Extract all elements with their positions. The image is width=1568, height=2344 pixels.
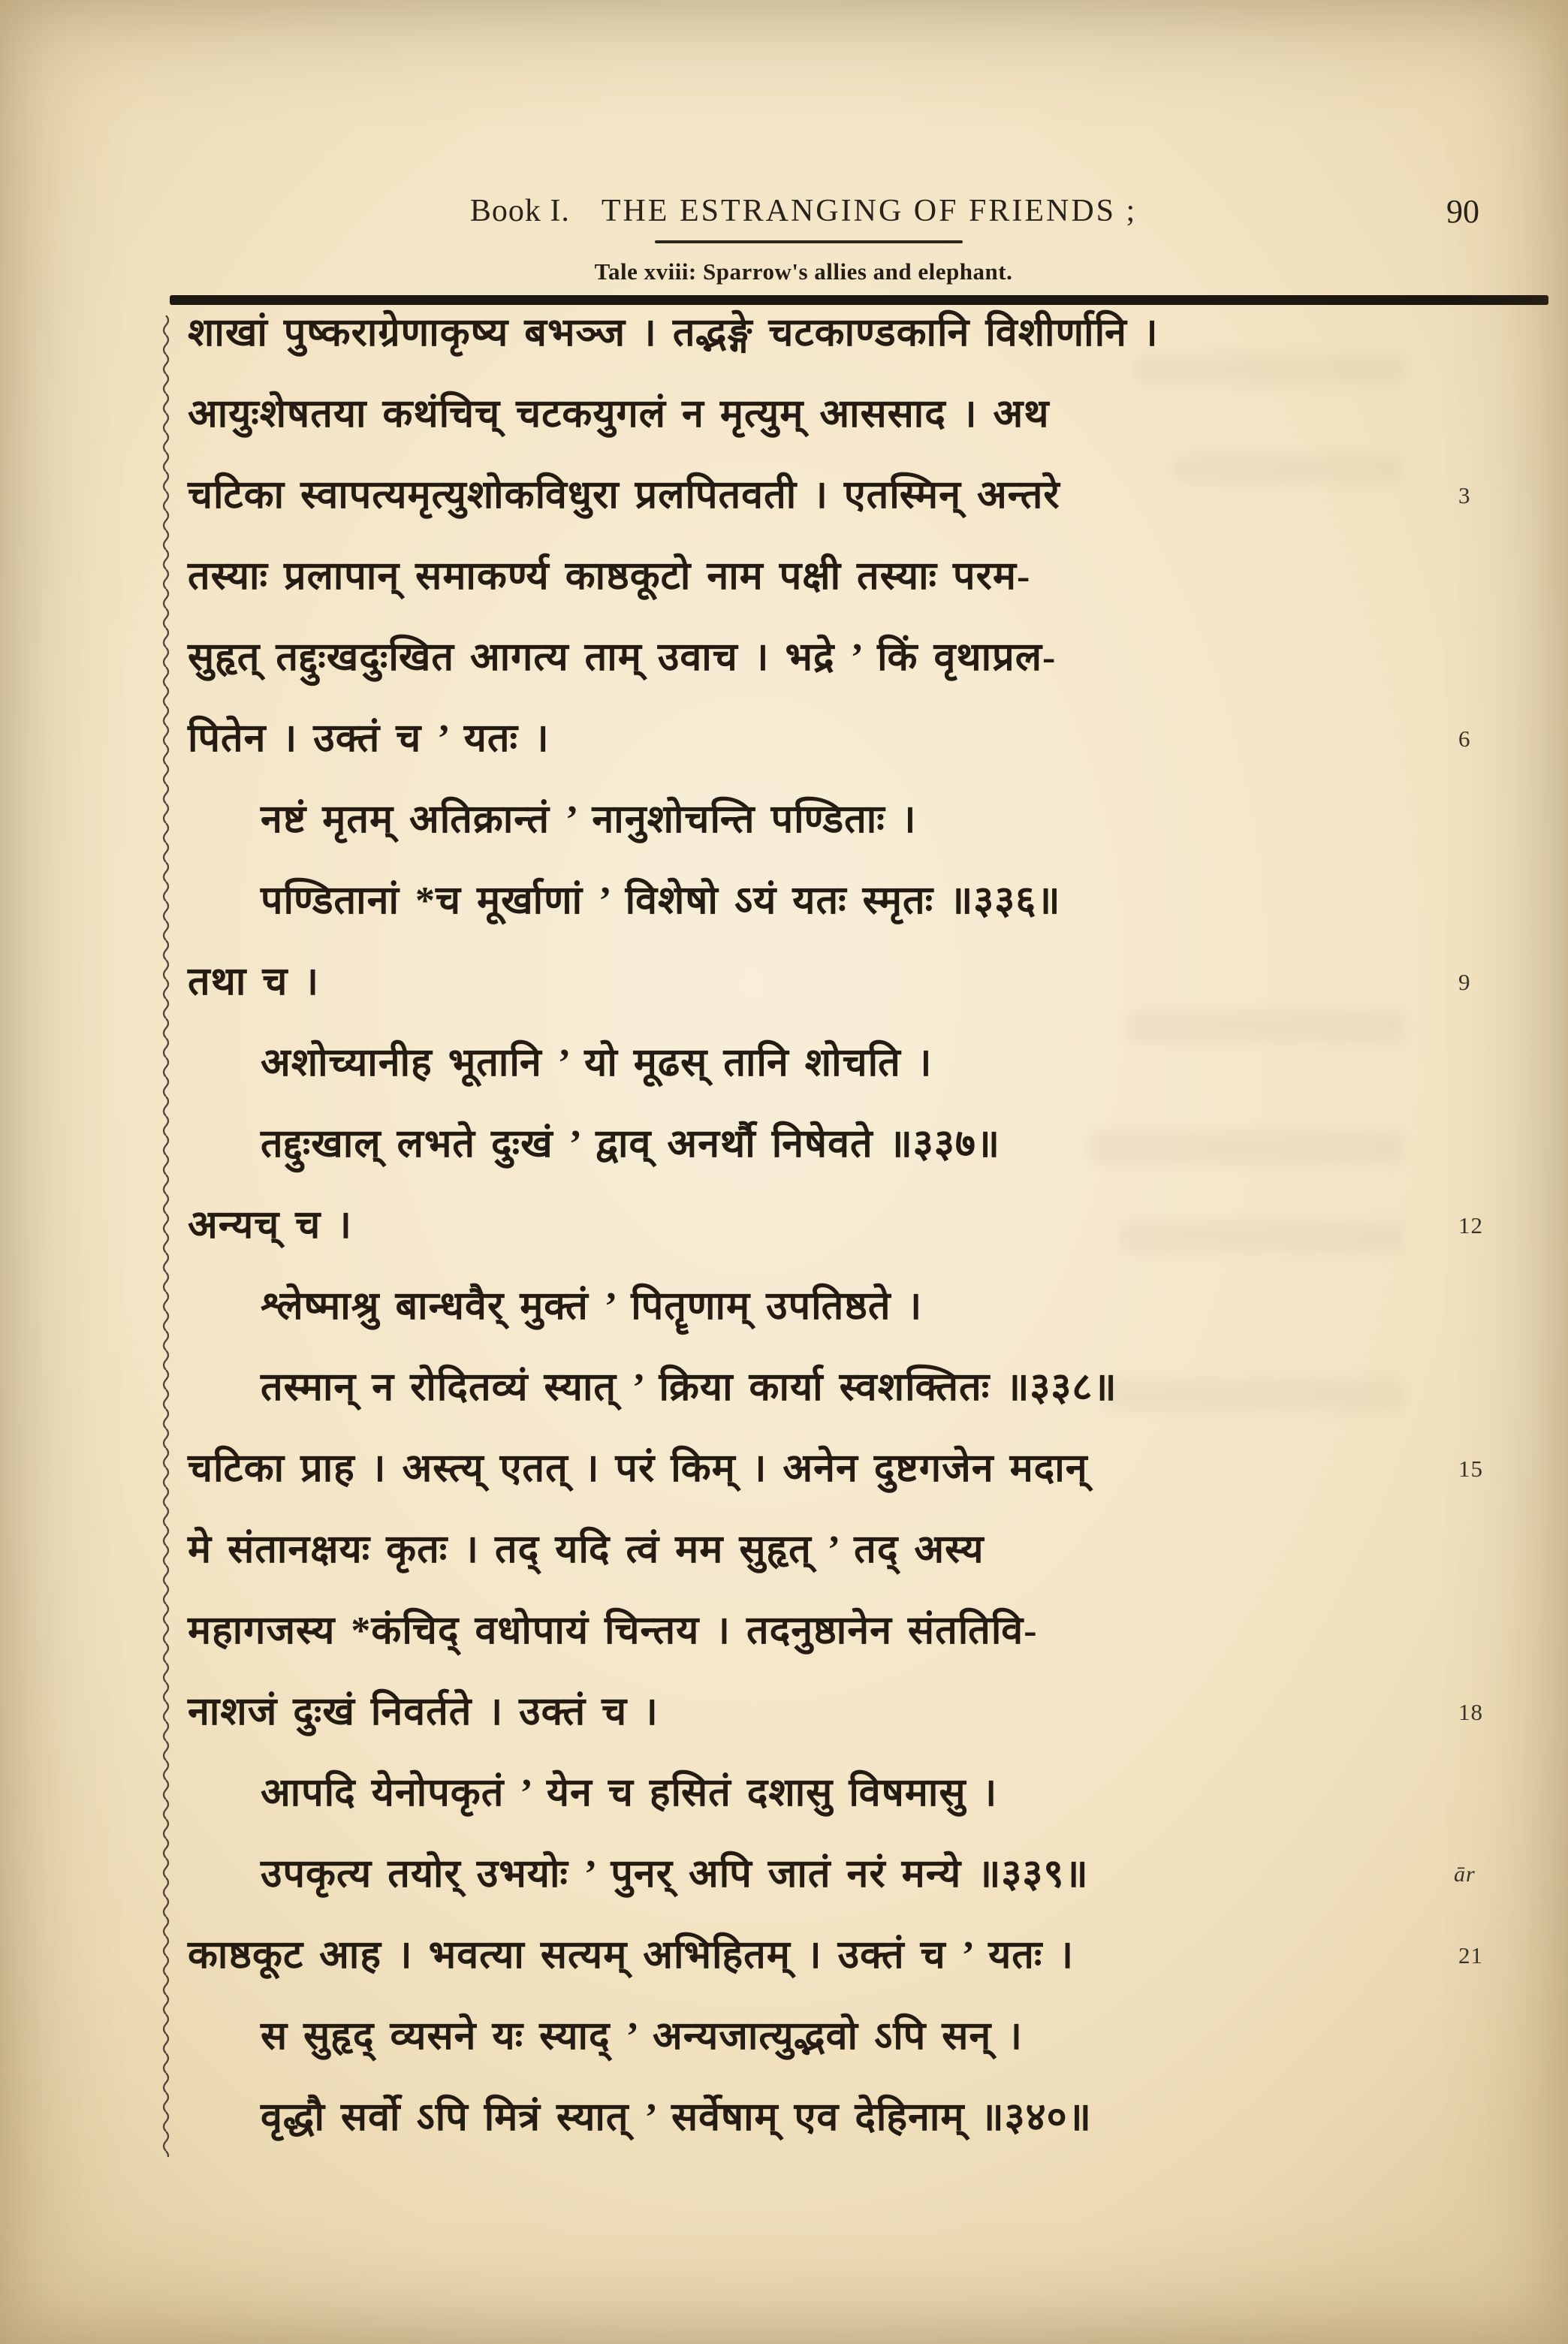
book-label: Book I. [469,194,570,228]
sanskrit-text-line [188,1672,1547,1753]
running-head [173,189,1434,233]
sanskrit-text-line [188,617,1547,698]
sanskrit-text: पितेन । उक्तं च ’ यतः । [188,717,550,760]
sanskrit-text: महागजस्य *कंचिद् वधोपायं चिन्तय । तदनुष्ठानेन संततिवि- [188,1609,1038,1652]
sanskrit-text: चटिका स्वापत्यमृत्युशोकविधुरा प्रलपितवती । एतस्मिन् अन्तरे [188,474,1060,517]
sanskrit-text-line [188,536,1547,617]
page-title: THE ESTRANGING OF FRIENDS ; [601,194,1138,228]
sanskrit-text-line [188,1591,1547,1672]
sanskrit-text: तस्मान् न रोदितव्यं स्यात् ’ क्रिया कार्या स्वशक्तितः ॥३३८॥ [261,1366,1117,1409]
sanskrit-text: सुहृत् तद्दुःखदुःखित आगत्य ताम् उवाच । भद्रे ’ किं वृथाप्रल- [188,636,1057,679]
sanskrit-text-line [188,698,1547,780]
sanskrit-text-line [188,1834,1547,1915]
margin-line-number: 6 [1458,726,1471,752]
sanskrit-text: तद्दुःखाल् लभते दुःखं ’ द्वाव् अनर्थौ निषेवते ॥३३७॥ [261,1123,1001,1166]
margin-line-number: 21 [1458,1942,1483,1968]
header-rule [655,240,963,243]
sanskrit-text-line [188,293,1547,374]
tale-subtitle: Tale xviii: Sparrow's allies and elephant. [594,258,1013,285]
sanskrit-text: अन्यच् च । [188,1204,352,1247]
sanskrit-text: मे संतानक्षयः कृतः । तद् यदि त्वं मम सुहृत् ’ तद् अस्य [188,1528,985,1571]
margin-line-number: 9 [1458,969,1471,995]
sanskrit-text: तस्याः प्रलापान् समाकर्ण्य काष्ठकूटो नाम पक्षी तस्याः परम- [188,555,1031,598]
margin-line-number: 15 [1458,1456,1483,1482]
sanskrit-text: चटिका प्राह । अस्त्य् एतत् । परं किम् । अनेन दुष्टगजेन मदान् [188,1447,1088,1490]
sanskrit-text-line [188,1185,1547,1266]
sanskrit-text: वृद्धौ सर्वो ऽपि मित्रं स्यात् ’ सर्वेषाम् एव देहिनाम् ॥३४०॥ [261,2096,1092,2139]
sanskrit-text: पण्डितानां *च मूर्खाणां ’ विशेषो ऽयं यतः स्मृतः ॥३३६॥ [261,879,1061,922]
sanskrit-text-line [188,1347,1547,1428]
sanskrit-text: अशोच्यानीह भूतानि ’ यो मूढस् तानि शोचति । [261,1042,933,1085]
sanskrit-text: स सुहृद् व्यसने यः स्याद् ’ अन्यजात्युद्भवो ऽपि सन् । [261,2015,1023,2058]
sanskrit-text: आयुःशेषतया कथंचिच् चटकयुगलं न मृत्युम् आससाद । अथ [188,393,1050,436]
sanskrit-text: श्लेष्माश्रु बान्धवैर् मुक्तं ’ पितॄणाम् उपतिष्ठते । [261,1285,923,1328]
sanskrit-text-line [188,1104,1547,1185]
sanskrit-text-line [188,374,1547,455]
sanskrit-text-line [188,1023,1547,1104]
sanskrit-text: काष्ठकूट आह । भवत्या सत्यम् अभिहितम् । उक्तं च ’ यतः । [188,1934,1075,1977]
sanskrit-text-line [188,2077,1547,2158]
sanskrit-text-line [188,861,1547,942]
sanskrit-text: तथा च । [188,961,320,1003]
margin-line-number: 12 [1458,1212,1483,1238]
sanskrit-text-line [188,1996,1547,2077]
sanskrit-text-line [188,1510,1547,1591]
sanskrit-text: आपदि येनोपकृतं ’ येन च हसितं दशासु विषमासु । [261,1772,998,1815]
sanskrit-text: नाशजं दुःखं निवर्तते । उक्तं च । [188,1691,659,1733]
sanskrit-text-line [188,1266,1547,1347]
sanskrit-text: नष्टं मृतम् अतिक्रान्तं ’ नानुशोचन्ति पण्डिताः । [261,798,917,841]
sanskrit-text-line [188,455,1547,536]
margin-meter-note: ār [1454,1862,1476,1887]
sanskrit-text-line [188,780,1547,861]
sanskrit-text-line [188,1753,1547,1834]
sanskrit-text-line [188,942,1547,1023]
sanskrit-text-line [188,1915,1547,1996]
sanskrit-body [188,293,1547,2158]
margin-line-number: 3 [1458,482,1471,508]
sanskrit-text: शाखां पुष्कराग्रेणाकृष्य बभञ्ज । तद्भङ्गे चटकाण्डकानि विशीर्णानि । [188,312,1159,354]
margin-line-number: 18 [1458,1699,1483,1725]
wavy-left-border-decoration [160,315,172,2157]
page-number: 90 [1446,193,1479,230]
sanskrit-text: उपकृत्य तयोर् उभयोः ’ पुनर् अपि जातं नरं मन्ये ॥३३९॥ [261,1853,1089,1896]
sanskrit-text-line [188,1428,1547,1510]
